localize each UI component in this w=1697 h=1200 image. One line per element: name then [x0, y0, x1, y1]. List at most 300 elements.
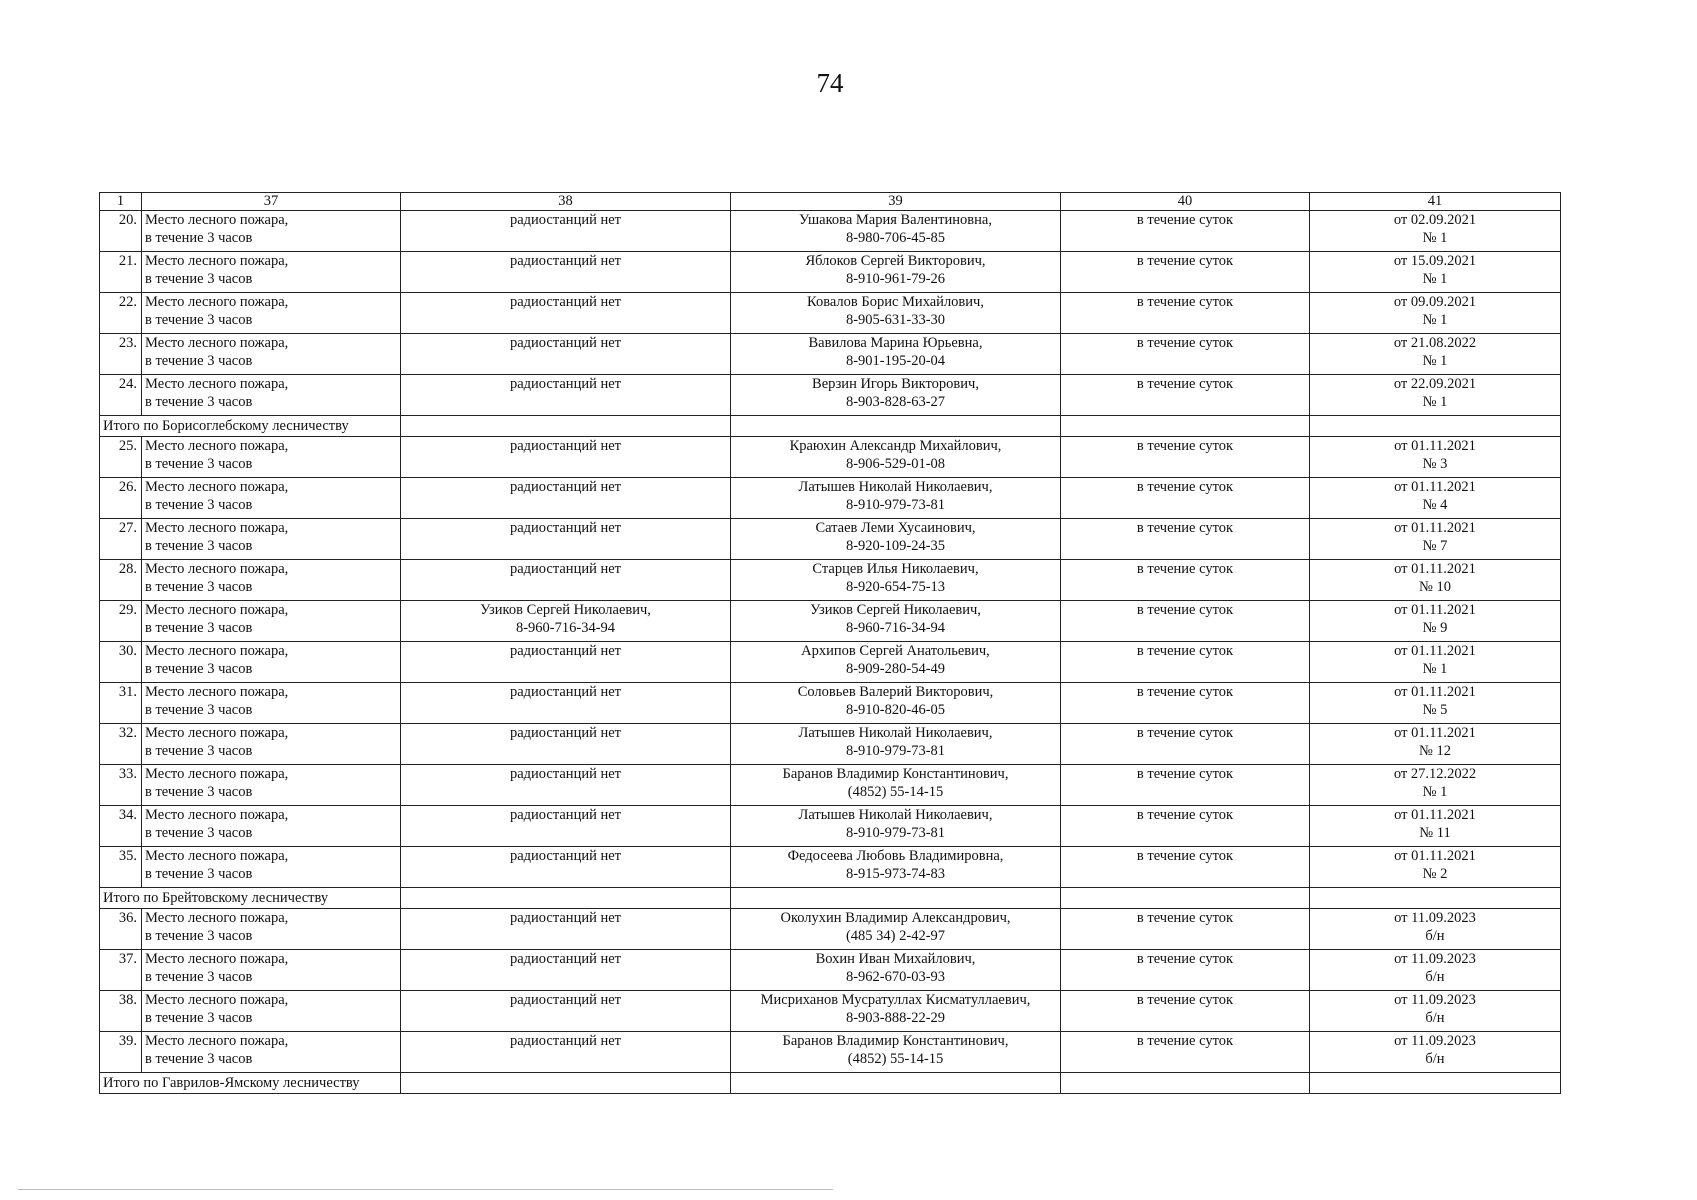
table-row [100, 437, 1561, 478]
response-term: в течение суток [1061, 478, 1310, 519]
fire-location: Место лесного пожара, [145, 561, 289, 577]
total-row [100, 888, 1561, 909]
agreement-number: № 1 [1422, 393, 1448, 410]
fire-location: Место лесного пожара, [145, 684, 289, 700]
radio-cell [401, 806, 731, 847]
response-term: в течение суток [1061, 642, 1310, 683]
radio-info: радиостанций нет [509, 951, 621, 967]
contact-cell [731, 1032, 1061, 1073]
contact-phone: 8-910-961-79-26 [845, 270, 946, 287]
radio-info: радиостанций нет [509, 910, 621, 926]
agreement-number: № 2 [1422, 865, 1448, 882]
row-number: 30. [100, 642, 142, 683]
contact-phone: 8-920-654-75-13 [845, 578, 946, 595]
fire-location: Место лесного пожара, [145, 438, 289, 454]
fire-location-cell [142, 211, 401, 252]
total-row [100, 416, 1561, 437]
contact-cell [731, 642, 1061, 683]
response-term: в течение суток [1061, 293, 1310, 334]
contact-cell [731, 991, 1061, 1032]
contact-cell [731, 293, 1061, 334]
fire-location-cell [142, 765, 401, 806]
table-row [100, 724, 1561, 765]
agreement-date: от 11.09.2023 [1394, 1033, 1476, 1049]
contact-person: Околухин Владимир Александрович, [780, 910, 1011, 926]
agreement-number: № 1 [1422, 311, 1448, 328]
fire-location: Место лесного пожара, [145, 848, 289, 864]
row-number: 29. [100, 601, 142, 642]
radio-info: Узиков Сергей Николаевич, [480, 602, 651, 618]
arrival-time: в течение 3 часов [145, 742, 253, 759]
fire-location: Место лесного пожара, [145, 212, 289, 228]
contact-person: Верзин Игорь Викторович, [812, 376, 979, 392]
row-number: 20. [100, 211, 142, 252]
agreement-number: № 1 [1422, 783, 1448, 800]
arrival-time: в течение 3 часов [145, 311, 253, 328]
contact-cell [731, 334, 1061, 375]
fire-location: Место лесного пожара, [145, 253, 289, 269]
radio-cell [401, 683, 731, 724]
column-number: 41 [1310, 193, 1561, 211]
contact-person: Старцев Илья Николаевич, [812, 561, 979, 577]
table-row [100, 293, 1561, 334]
arrival-time: в течение 3 часов [145, 578, 253, 595]
radio-cell [401, 375, 731, 416]
row-number: 37. [100, 950, 142, 991]
table-row [100, 560, 1561, 601]
radio-cell [401, 1032, 731, 1073]
agreement-cell [1310, 950, 1561, 991]
agreement-number: б/н [1425, 927, 1445, 944]
fire-location-cell [142, 806, 401, 847]
radio-cell [401, 950, 731, 991]
table-row [100, 909, 1561, 950]
contact-person: Баранов Владимир Константинович, [782, 1033, 1009, 1049]
response-term: в течение суток [1061, 252, 1310, 293]
response-term: в течение суток [1061, 375, 1310, 416]
arrival-time: в течение 3 часов [145, 537, 253, 554]
fire-location: Место лесного пожара, [145, 992, 289, 1008]
response-term: в течение суток [1061, 601, 1310, 642]
agreement-number: б/н [1425, 968, 1445, 985]
fire-location-cell [142, 847, 401, 888]
response-term: в течение суток [1061, 806, 1310, 847]
fire-location: Место лесного пожара, [145, 294, 289, 310]
contact-cell [731, 601, 1061, 642]
contact-person: Соловьев Валерий Викторович, [797, 684, 994, 700]
agreement-cell [1310, 683, 1561, 724]
row-number: 23. [100, 334, 142, 375]
radio-cell [401, 847, 731, 888]
empty-cell [401, 888, 731, 909]
fire-location-cell [142, 601, 401, 642]
radio-info: радиостанций нет [509, 1033, 621, 1049]
agreement-number: № 1 [1422, 270, 1448, 287]
radio-cell [401, 478, 731, 519]
fire-location: Место лесного пожара, [145, 766, 289, 782]
row-number: 26. [100, 478, 142, 519]
contact-person: Латышев Николай Николаевич, [798, 725, 993, 741]
agreement-number: № 9 [1422, 619, 1448, 636]
table-row [100, 478, 1561, 519]
fire-location-cell [142, 478, 401, 519]
agreement-date: от 01.11.2021 [1394, 643, 1476, 659]
row-number: 27. [100, 519, 142, 560]
arrival-time: в течение 3 часов [145, 496, 253, 513]
agreement-number: № 1 [1422, 352, 1448, 369]
fire-location-cell [142, 293, 401, 334]
contact-person: Вохин Иван Михайлович, [815, 951, 976, 967]
radio-cell [401, 437, 731, 478]
contact-person: Узиков Сергей Николаевич, [810, 602, 981, 618]
table-row [100, 806, 1561, 847]
contact-cell [731, 211, 1061, 252]
radio-info: радиостанций нет [509, 438, 621, 454]
agreement-cell [1310, 437, 1561, 478]
table-row [100, 601, 1561, 642]
agreement-cell [1310, 519, 1561, 560]
arrival-time: в течение 3 часов [145, 270, 253, 287]
agreement-number: № 5 [1422, 701, 1448, 718]
fire-location: Место лесного пожара, [145, 335, 289, 351]
column-number: 38 [401, 193, 731, 211]
agreement-date: от 01.11.2021 [1394, 520, 1476, 536]
agreement-number: б/н [1425, 1009, 1445, 1026]
row-number: 38. [100, 991, 142, 1032]
empty-cell [731, 888, 1061, 909]
table-row [100, 1032, 1561, 1073]
fire-location-cell [142, 1032, 401, 1073]
radio-info: радиостанций нет [509, 766, 621, 782]
agreement-cell [1310, 765, 1561, 806]
agreement-cell [1310, 601, 1561, 642]
fire-location-cell [142, 560, 401, 601]
fire-location-cell [142, 724, 401, 765]
empty-cell [1310, 416, 1561, 437]
fire-location: Место лесного пожара, [145, 479, 289, 495]
fire-location: Место лесного пожара, [145, 376, 289, 392]
fire-response-table [99, 192, 1561, 1094]
agreement-number: № 10 [1419, 578, 1451, 595]
contact-phone: 8-910-820-46-05 [845, 701, 946, 718]
agreement-date: от 11.09.2023 [1394, 910, 1476, 926]
radio-info: радиостанций нет [509, 253, 621, 269]
contact-phone: 8-909-280-54-49 [845, 660, 946, 677]
agreement-date: от 02.09.2021 [1393, 212, 1477, 228]
agreement-date: от 01.11.2021 [1394, 725, 1476, 741]
response-term: в течение суток [1061, 950, 1310, 991]
arrival-time: в течение 3 часов [145, 783, 253, 800]
arrival-time: в течение 3 часов [145, 393, 253, 410]
table-row [100, 334, 1561, 375]
radio-cell [401, 293, 731, 334]
contact-person: Сатаев Леми Хусаинович, [815, 520, 976, 536]
contact-person: Федосеева Любовь Владимировна, [787, 848, 1004, 864]
column-number: 40 [1061, 193, 1310, 211]
response-term: в течение суток [1061, 724, 1310, 765]
agreement-cell [1310, 560, 1561, 601]
fire-location: Место лесного пожара, [145, 910, 289, 926]
contact-person: Яблоков Сергей Викторович, [805, 253, 986, 269]
fire-location-cell [142, 519, 401, 560]
contact-phone: (4852) 55-14-15 [847, 1050, 944, 1067]
column-number-row [100, 193, 1561, 211]
radio-contact-phone: 8-960-716-34-94 [515, 619, 616, 636]
radio-info: радиостанций нет [509, 212, 621, 228]
arrival-time: в течение 3 часов [145, 352, 253, 369]
radio-cell [401, 909, 731, 950]
row-number: 32. [100, 724, 142, 765]
table-row [100, 519, 1561, 560]
contact-phone: 8-906-529-01-08 [845, 455, 946, 472]
agreement-cell [1310, 1032, 1561, 1073]
response-term: в течение суток [1061, 211, 1310, 252]
contact-phone: 8-960-716-34-94 [845, 619, 946, 636]
empty-cell [731, 416, 1061, 437]
contact-person: Баранов Владимир Константинович, [782, 766, 1009, 782]
table-row [100, 991, 1561, 1032]
contact-cell [731, 375, 1061, 416]
agreement-cell [1310, 909, 1561, 950]
contact-phone: 8-910-979-73-81 [845, 496, 946, 513]
contact-person: Латышев Николай Николаевич, [798, 807, 993, 823]
column-number: 1 [100, 193, 142, 211]
agreement-date: от 01.11.2021 [1394, 438, 1476, 454]
agreement-cell [1310, 252, 1561, 293]
fire-location: Место лесного пожара, [145, 1033, 289, 1049]
contact-cell [731, 847, 1061, 888]
arrival-time: в течение 3 часов [145, 824, 253, 841]
radio-cell [401, 765, 731, 806]
radio-cell [401, 334, 731, 375]
total-row [100, 1073, 1561, 1094]
table-row [100, 375, 1561, 416]
response-term: в течение суток [1061, 847, 1310, 888]
contact-cell [731, 909, 1061, 950]
row-number: 25. [100, 437, 142, 478]
column-number: 37 [142, 193, 401, 211]
arrival-time: в течение 3 часов [145, 865, 253, 882]
contact-person: Вавилова Марина Юрьевна, [808, 335, 983, 351]
fire-location-cell [142, 437, 401, 478]
agreement-cell [1310, 847, 1561, 888]
fire-location-cell [142, 683, 401, 724]
fire-location-cell [142, 909, 401, 950]
agreement-number: № 4 [1422, 496, 1448, 513]
contact-person: Ушакова Мария Валентиновна, [799, 212, 992, 228]
arrival-time: в течение 3 часов [145, 619, 253, 636]
agreement-date: от 01.11.2021 [1394, 479, 1476, 495]
arrival-time: в течение 3 часов [145, 927, 253, 944]
fire-location: Место лесного пожара, [145, 520, 289, 536]
row-number: 36. [100, 909, 142, 950]
agreement-cell [1310, 642, 1561, 683]
contact-cell [731, 560, 1061, 601]
contact-phone: 8-920-109-24-35 [845, 537, 946, 554]
agreement-cell [1310, 478, 1561, 519]
empty-cell [731, 1073, 1061, 1094]
contact-cell [731, 806, 1061, 847]
bottom-rule [18, 1189, 833, 1190]
response-term: в течение суток [1061, 519, 1310, 560]
response-term: в течение суток [1061, 909, 1310, 950]
row-number: 34. [100, 806, 142, 847]
contact-phone: 8-915-973-74-83 [845, 865, 946, 882]
column-number: 39 [731, 193, 1061, 211]
agreement-date: от 01.11.2021 [1394, 684, 1476, 700]
contact-person: Мисриханов Мусратуллах Кисматуллаевич, [760, 992, 1031, 1008]
radio-cell [401, 724, 731, 765]
agreement-number: № 3 [1422, 455, 1448, 472]
radio-info: радиостанций нет [509, 848, 621, 864]
contact-phone: 8-962-670-03-93 [845, 968, 946, 985]
empty-cell [401, 416, 731, 437]
response-term: в течение суток [1061, 765, 1310, 806]
contact-person: Латышев Николай Николаевич, [798, 479, 993, 495]
empty-cell [1310, 1073, 1561, 1094]
agreement-number: б/н [1425, 1050, 1445, 1067]
contact-phone: 8-980-706-45-85 [845, 229, 946, 246]
radio-cell [401, 519, 731, 560]
agreement-number: № 1 [1422, 660, 1448, 677]
agreement-number: № 7 [1422, 537, 1448, 554]
contact-phone: 8-910-979-73-81 [845, 824, 946, 841]
table-row [100, 683, 1561, 724]
fire-location-cell [142, 334, 401, 375]
contact-person: Краюхин Александр Михайлович, [789, 438, 1002, 454]
agreement-date: от 21.08.2022 [1393, 335, 1477, 351]
agreement-number: № 12 [1419, 742, 1451, 759]
row-number: 21. [100, 252, 142, 293]
radio-info: радиостанций нет [509, 992, 621, 1008]
table-body [100, 193, 1561, 1094]
row-number: 28. [100, 560, 142, 601]
contact-person: Архипов Сергей Анатольевич, [801, 643, 990, 659]
row-number: 39. [100, 1032, 142, 1073]
fire-location-cell [142, 375, 401, 416]
contact-phone: 8-901-195-20-04 [845, 352, 946, 369]
agreement-cell [1310, 806, 1561, 847]
response-term: в течение суток [1061, 437, 1310, 478]
radio-cell [401, 991, 731, 1032]
agreement-date: от 15.09.2021 [1393, 253, 1477, 269]
agreement-cell [1310, 334, 1561, 375]
radio-info: радиостанций нет [509, 376, 621, 392]
table-row [100, 950, 1561, 991]
arrival-time: в течение 3 часов [145, 229, 253, 246]
fire-location: Место лесного пожара, [145, 807, 289, 823]
contact-cell [731, 519, 1061, 560]
arrival-time: в течение 3 часов [145, 1009, 253, 1026]
agreement-cell [1310, 991, 1561, 1032]
contact-cell [731, 724, 1061, 765]
row-number: 35. [100, 847, 142, 888]
contact-phone: 8-903-828-63-27 [845, 393, 946, 410]
radio-info: радиостанций нет [509, 479, 621, 495]
radio-cell [401, 560, 731, 601]
table-row [100, 765, 1561, 806]
contact-phone: (4852) 55-14-15 [847, 783, 944, 800]
total-label: Итого по Борисоглебскому лесничеству [100, 416, 401, 437]
agreement-date: от 01.11.2021 [1394, 848, 1476, 864]
radio-cell [401, 642, 731, 683]
radio-info: радиостанций нет [509, 684, 621, 700]
agreement-number: № 11 [1419, 824, 1451, 841]
total-label: Итого по Гаврилов-Ямскому лесничеству [100, 1073, 401, 1094]
agreement-date: от 11.09.2023 [1394, 951, 1476, 967]
empty-cell [1061, 888, 1310, 909]
contact-cell [731, 683, 1061, 724]
agreement-date: от 01.11.2021 [1394, 561, 1476, 577]
empty-cell [1061, 416, 1310, 437]
radio-info: радиостанций нет [509, 520, 621, 536]
agreement-cell [1310, 293, 1561, 334]
radio-info: радиостанций нет [509, 561, 621, 577]
agreement-date: от 09.09.2021 [1393, 294, 1477, 310]
contact-phone: 8-905-631-33-30 [845, 311, 946, 328]
table-row [100, 211, 1561, 252]
row-number: 33. [100, 765, 142, 806]
arrival-time: в течение 3 часов [145, 660, 253, 677]
response-term: в течение суток [1061, 560, 1310, 601]
row-number: 31. [100, 683, 142, 724]
row-number: 22. [100, 293, 142, 334]
radio-cell [401, 601, 731, 642]
arrival-time: в течение 3 часов [145, 455, 253, 472]
radio-cell [401, 252, 731, 293]
agreement-cell [1310, 724, 1561, 765]
radio-info: радиостанций нет [509, 643, 621, 659]
agreement-number: № 1 [1422, 229, 1448, 246]
row-number: 24. [100, 375, 142, 416]
table-row [100, 847, 1561, 888]
agreement-date: от 11.09.2023 [1394, 992, 1476, 1008]
radio-info: радиостанций нет [509, 725, 621, 741]
radio-info: радиостанций нет [509, 294, 621, 310]
table-row [100, 642, 1561, 683]
radio-info: радиостанций нет [509, 335, 621, 351]
response-term: в течение суток [1061, 991, 1310, 1032]
fire-location: Место лесного пожара, [145, 602, 289, 618]
agreement-date: от 01.11.2021 [1394, 602, 1476, 618]
arrival-time: в течение 3 часов [145, 968, 253, 985]
fire-location: Место лесного пожара, [145, 643, 289, 659]
fire-location: Место лесного пожара, [145, 725, 289, 741]
fire-location: Место лесного пожара, [145, 951, 289, 967]
table-row [100, 252, 1561, 293]
response-term: в течение суток [1061, 683, 1310, 724]
radio-cell [401, 211, 731, 252]
fire-location-cell [142, 252, 401, 293]
response-term: в течение суток [1061, 1032, 1310, 1073]
contact-cell [731, 437, 1061, 478]
empty-cell [1310, 888, 1561, 909]
agreement-date: от 27.12.2022 [1393, 766, 1477, 782]
contact-phone: (485 34) 2-42-97 [845, 927, 946, 944]
fire-location-cell [142, 950, 401, 991]
empty-cell [1061, 1073, 1310, 1094]
agreement-cell [1310, 375, 1561, 416]
agreement-cell [1310, 211, 1561, 252]
agreement-date: от 22.09.2021 [1393, 376, 1477, 392]
contact-phone: 8-910-979-73-81 [845, 742, 946, 759]
fire-location-cell [142, 642, 401, 683]
response-term: в течение суток [1061, 334, 1310, 375]
contact-cell [731, 252, 1061, 293]
agreement-date: от 01.11.2021 [1394, 807, 1476, 823]
contact-phone: 8-903-888-22-29 [845, 1009, 946, 1026]
contact-cell [731, 950, 1061, 991]
